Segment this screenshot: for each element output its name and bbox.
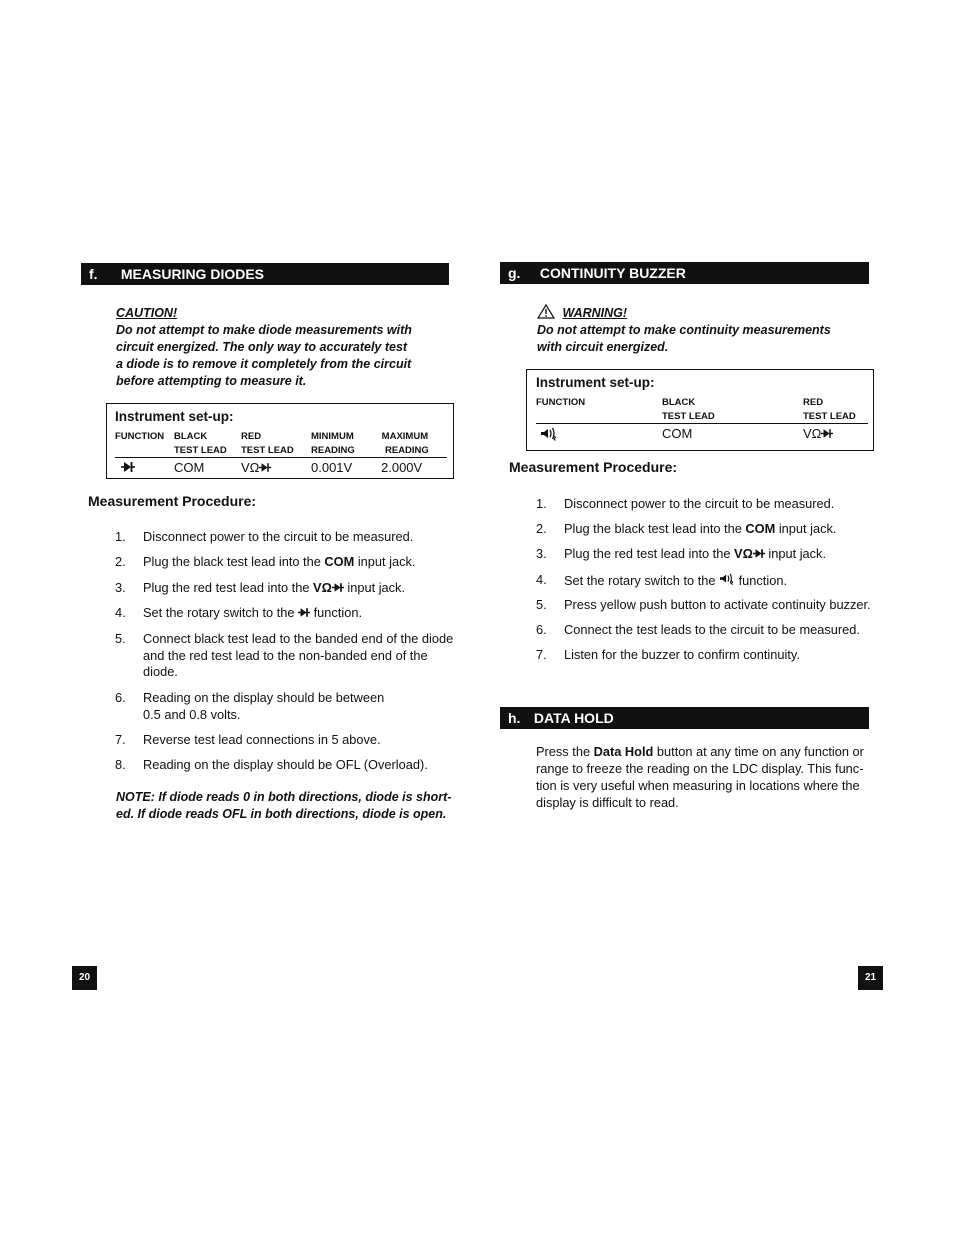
step-text-part: Plug the black test lead into the [143, 554, 325, 569]
section-letter: h. [508, 710, 521, 726]
step-text-part: function. [735, 573, 787, 588]
warning-heading: WARNING! [562, 306, 628, 320]
col-header-line: RED [803, 397, 824, 408]
list-item [536, 597, 876, 614]
paragraph-line [536, 743, 871, 760]
step-bold: COM [745, 521, 776, 536]
setup-title: Instrument set-up: [115, 409, 234, 424]
col-header-line: FUNCTION [536, 397, 586, 408]
col-header-line: BLACK [174, 431, 208, 442]
step-text [143, 580, 405, 597]
step-number: 6. [115, 690, 126, 705]
paragraph-text-part: button at any time on any function or [653, 744, 864, 759]
step-text-part: input jack. [775, 521, 837, 536]
col-header-line: BLACK [662, 397, 696, 408]
caution-block [116, 305, 436, 390]
step-text-part: Set the rotary switch to the [564, 573, 720, 588]
diode-icon [332, 582, 344, 593]
step-text [143, 631, 453, 681]
step-text-part: function. [310, 605, 362, 620]
setup-title: Instrument set-up: [536, 375, 655, 390]
section-letter: g. [508, 265, 521, 281]
caution-line: circuit energized. The only way to accurately test [116, 340, 408, 354]
step-text: Connect the test leads to the circuit to be measured. [564, 622, 860, 637]
red-test-lead-cell [803, 426, 833, 441]
step-number: 4. [536, 572, 547, 587]
red-lead-label: VΩ [241, 460, 260, 475]
col-header-black-test-lead [174, 430, 227, 458]
col-header-line: MINIMUM [311, 431, 354, 442]
paragraph-text-part: Press the [536, 744, 594, 759]
step-text-part: input jack. [354, 554, 416, 569]
caution-line: before attempting to measure it. [116, 374, 307, 388]
step-text: Disconnect power to the circuit to be measured. [143, 529, 414, 544]
step-line: diode. [143, 664, 178, 679]
section-letter: f. [89, 266, 98, 282]
step-text-part: Plug the black test lead into the [564, 521, 746, 536]
note-block [116, 789, 456, 823]
list-item [115, 580, 455, 597]
col-header-red-test-lead [241, 430, 294, 458]
list-item [536, 496, 876, 513]
list-item [115, 732, 455, 749]
list-item [115, 554, 455, 571]
table-rule [536, 423, 868, 424]
step-text: Reverse test lead connections in 5 above. [143, 732, 381, 747]
step-number: 3. [536, 546, 547, 561]
step-number: 8. [115, 757, 126, 772]
function-cell [540, 426, 558, 444]
page-number: 20 [72, 966, 97, 990]
col-header-red-test-lead [803, 396, 856, 424]
step-text-part: Plug the red test lead into the [564, 546, 735, 561]
step-text [564, 546, 826, 563]
step-line: 0.5 and 0.8 volts. [143, 706, 241, 722]
section-header-measuring-diodes [81, 263, 449, 285]
paragraph-line: display is difficult to read. [536, 795, 679, 810]
red-lead-label: VΩ [803, 426, 822, 441]
section-header-data-hold [500, 707, 869, 729]
step-text: Reading on the display should be OFL (Overload). [143, 757, 428, 772]
warning-line: with circuit energized. [537, 340, 669, 354]
step-number: 5. [536, 597, 547, 612]
step-line: and the red test lead to the non-banded end of the [143, 647, 428, 663]
list-item [115, 529, 455, 546]
step-text [564, 521, 836, 538]
list-item [536, 521, 876, 538]
step-text: Press yellow push button to activate continuity buzzer. [564, 597, 871, 612]
step-text-part: input jack. [764, 546, 827, 561]
col-header-line: TEST LEAD [241, 445, 294, 456]
col-header-line: READING [311, 445, 355, 456]
step-number: 2. [536, 521, 547, 536]
col-header-minimum-reading [311, 430, 355, 458]
caution-heading: CAUTION! [116, 306, 178, 320]
step-text [143, 690, 384, 723]
paragraph-line: range to freeze the reading on the LDC display. This func- [536, 761, 864, 776]
list-item [536, 647, 876, 664]
caution-line: a diode is to remove it completely from the circuit [116, 357, 412, 371]
step-number: 1. [536, 496, 547, 511]
step-text-part: Set the rotary switch to the [143, 605, 299, 620]
black-test-lead-cell: COM [174, 460, 205, 475]
col-header-function [115, 430, 164, 444]
continuity-buzzer-icon [719, 572, 735, 586]
minimum-reading-cell: 0.001V [311, 460, 353, 475]
step-text: Listen for the buzzer to confirm continuity. [564, 647, 800, 662]
step-number: 6. [536, 622, 547, 637]
step-line: Reading on the display should be between [143, 690, 385, 705]
warning-heading-row [537, 304, 857, 322]
warning-triangle-icon [537, 304, 555, 319]
section-title: MEASURING DIODES [120, 266, 265, 282]
function-cell [121, 460, 135, 475]
col-header-maximum-reading [381, 430, 429, 458]
procedure-title: Measurement Procedure: [88, 493, 257, 509]
step-number: 7. [536, 647, 547, 662]
step-number: 7. [115, 732, 126, 747]
warning-block [537, 304, 857, 356]
section-header-continuity-buzzer [500, 262, 869, 284]
caution-line: Do not attempt to make diode measurements with [116, 323, 412, 337]
maximum-reading-cell: 2.000V [381, 460, 423, 475]
step-text [143, 554, 415, 571]
diode-icon [121, 461, 135, 473]
paragraph-line: tion is very useful when measuring in locations where the [536, 778, 860, 793]
step-text [564, 572, 787, 590]
step-bold: VΩ [734, 546, 753, 561]
section-title: CONTINUITY BUZZER [539, 265, 686, 281]
continuity-buzzer-icon [540, 426, 558, 442]
list-item [115, 631, 455, 683]
page-number: 21 [858, 966, 883, 990]
step-number: 1. [115, 529, 126, 544]
list-item [536, 546, 876, 563]
data-hold-paragraph [536, 743, 871, 811]
list-item [536, 572, 876, 589]
procedure-title: Measurement Procedure: [509, 459, 678, 475]
col-header-line: TEST LEAD [803, 411, 856, 422]
list-item [115, 690, 455, 725]
diode-icon [821, 428, 833, 439]
diode-icon [753, 548, 765, 559]
diode-icon [298, 607, 310, 618]
step-number: 5. [115, 631, 126, 646]
col-header-line: TEST LEAD [174, 445, 227, 456]
list-item [115, 757, 455, 774]
step-bold: COM [324, 554, 355, 569]
col-header-function [536, 396, 585, 410]
step-text [143, 605, 362, 622]
col-header-line: MAXIMUM [381, 431, 429, 442]
red-test-lead-cell [241, 460, 271, 475]
step-number: 3. [115, 580, 126, 595]
warning-line: Do not attempt to make continuity measurements [537, 323, 831, 337]
step-text-part: Plug the red test lead into the [143, 580, 314, 595]
step-line: Connect black test lead to the banded end of the diode [143, 631, 454, 646]
step-number: 4. [115, 605, 126, 620]
step-number: 2. [115, 554, 126, 569]
note-line: NOTE: If diode reads 0 in both directions, diode is short- [116, 790, 452, 804]
step-text-part: input jack. [343, 580, 406, 595]
col-header-line: RED [241, 431, 262, 442]
col-header-line: FUNCTION [115, 431, 165, 442]
note-line: ed. If diode reads OFL in both directions, diode is open. [116, 807, 447, 821]
step-bold: VΩ [313, 580, 332, 595]
step-text: Disconnect power to the circuit to be measured. [564, 496, 835, 511]
instrument-setup-table [526, 369, 874, 451]
list-item [536, 622, 876, 639]
black-test-lead-cell: COM [662, 426, 693, 441]
instrument-setup-table [106, 403, 454, 479]
col-header-line: READING [385, 445, 429, 456]
list-item [115, 605, 455, 622]
section-title: DATA HOLD [533, 710, 614, 726]
table-rule [115, 457, 447, 458]
diode-icon [259, 462, 271, 473]
col-header-line: TEST LEAD [662, 411, 715, 422]
paragraph-bold: Data Hold [593, 744, 654, 759]
col-header-black-test-lead [662, 396, 715, 424]
